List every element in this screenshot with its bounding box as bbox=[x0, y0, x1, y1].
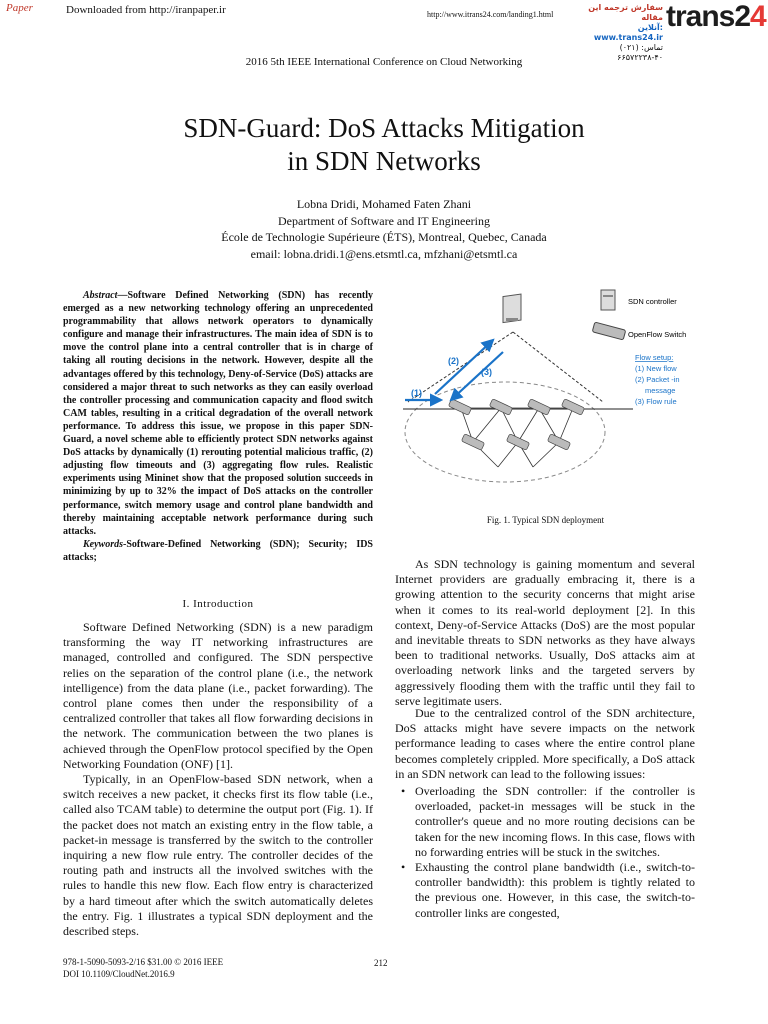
conference-name: 2016 5th IEEE International Conference on Cloud Networking bbox=[245, 56, 523, 68]
switch-icon bbox=[547, 434, 570, 451]
author-school: École de Technologie Supérieure (ÉTS), Montreal, Quebec, Canada bbox=[221, 230, 547, 244]
abstract-label: Abstract bbox=[83, 290, 118, 301]
title-line-1: SDN-Guard: DoS Attacks Mitigation bbox=[183, 113, 585, 143]
author-block bbox=[0, 196, 768, 262]
iranpaper-download-text[interactable]: Downloaded from http://iranpaper.ir bbox=[66, 4, 226, 16]
keywords-text: -Software-Defined Networking (SDN); Security; IDS attacks; bbox=[63, 538, 373, 563]
abstract-text: —Software Defined Networking (SDN) has recently emerged as a new networking technology offering an unprecedented programmability that allows network operators to dynamically configure and manage their infrastructures. The main idea of SDN is to move the control plane into a central controller that is in charge of taking all routing decisions in the network. However, despite all the advantages offered by this technology, Deny-of-Service (DoS) attacks are considered a major threat to such networks as they can easily overload the controller processing and communication capacity and flood switch CAM tables, resulting in a critical degradation of the overall network performance. To address this issue, we propose in this paper SDN-Guard, a novel scheme able to efficiently protect SDN networks against DoS attacks by dynamically (1) rerouting potential malicious traffic, (2) adjusting flow timeouts and (3) aggregating flow rules. Realistic experiments using Mininet show that the proposed solution succeeds in minimizing by up to 32% the impact of DoS attacks on the controller performance, switch memory usage and control plane bandwidth and thereby maintaining acceptable network performance during such attacks. bbox=[63, 290, 373, 537]
intro-paragraph-1: Software Defined Networking (SDN) is a new paradigm transforming the way IT networking infrastructures are managed, controlled and configured. The SDN perspective relies on the separation of the control plane (i.e., the network intelligence) from the data plane (i.e., packet forwarding). The control plane comes then under the responsibility of a centralized controller that takes all flow forwarding decisions in the network. The communication between the two planes is achieved through the OpenFlow protocol specified by the Open Networking Foundation (ONF) [1]. bbox=[63, 620, 373, 771]
page-number: 212 bbox=[374, 958, 388, 968]
legend-switch-icon bbox=[592, 322, 625, 340]
issues-list bbox=[395, 784, 695, 921]
figure-diagram bbox=[393, 282, 698, 492]
label-step-1: (1) bbox=[411, 388, 422, 398]
trans24-info bbox=[573, 3, 663, 63]
flow-step-2b: message bbox=[645, 386, 676, 395]
flow-step-3: (3) Flow rule bbox=[635, 397, 677, 406]
label-step-2: (2) bbox=[448, 356, 459, 366]
label-step-3: (3) bbox=[481, 367, 492, 377]
trans24-order[interactable]: سفارش ترجمه این مقاله bbox=[588, 3, 663, 22]
footer-doi: DOI 10.1109/CloudNet.2016.9 bbox=[63, 969, 175, 979]
trans24-online[interactable]: آنلاین: www.trans24.ir bbox=[593, 23, 663, 42]
switch-icon bbox=[489, 399, 512, 416]
title-line-2: in SDN Networks bbox=[287, 146, 481, 176]
switch-icon bbox=[561, 399, 584, 416]
iranpaper-logo: Paper bbox=[6, 2, 33, 14]
switch-icon bbox=[461, 434, 484, 451]
trans24-url[interactable]: http://www.itrans24.com/landing1.html bbox=[427, 10, 554, 19]
list-item: • Exhausting the control plane bandwidth (i.e., switch-to-controller bandwidth): this problem is tightly related to the previous one. However, in this case, the switch-to-controller links are congested, bbox=[401, 860, 695, 920]
list-item: • Overloading the SDN controller: if the controller is overloaded, packet-in messages will be stuck in the controller's queue and no more routing decisions can be taken for the new incoming flows. In this case, flows with no forwarding entries will be stuck in the switches. bbox=[401, 784, 695, 859]
legend-controller: SDN controller bbox=[628, 297, 677, 306]
section-heading: I. Introduction bbox=[182, 598, 254, 610]
author-dept: Department of Software and IT Engineering bbox=[277, 213, 491, 228]
network-boundary bbox=[405, 382, 605, 482]
switch-icon bbox=[448, 399, 471, 416]
keywords-label: Keywords bbox=[83, 538, 123, 550]
legend-controller-icon bbox=[601, 290, 615, 310]
paper-title bbox=[0, 112, 768, 178]
trans24-logo[interactable]: trans24 bbox=[666, 0, 766, 33]
legend-switch: OpenFlow Switch bbox=[628, 330, 687, 339]
flow-step-2: (2) Packet -in bbox=[635, 375, 680, 384]
author-email: email: lobna.dridi.1@ens.etsmtl.ca, mfzhani@etsmtl.ca bbox=[250, 246, 518, 261]
footer-identifiers bbox=[63, 956, 223, 980]
controller-icon bbox=[503, 294, 521, 323]
figure-sdn-deployment bbox=[393, 282, 698, 492]
intro-paragraph-2: Typically, in an OpenFlow-based SDN network, when a switch receives a new packet, it checks first its flow table (i.e., called also TCAM table) to determine the output port (Fig. 1). If the packet does not match an existing entry in the flow table, a packet-in message is transferred by the switch to the controller inquiring a new flow rule entry. The controller decides of the routing path and instructs all the involved switches with the rules to handle this new flow. Each flow entry is characterized by a hard timeout after which the switch automatically deletes the entry. Fig. 1 illustrates a typical SDN deployment and the described steps. bbox=[63, 772, 373, 939]
intro-paragraph-4: Due to the centralized control of the SDN architecture, DoS attacks might have severe impacts on the network performance leading to cases where the entire control plane becomes completely crippled. More specifically, a DoS attack in an SDN network can lead to the following issues: bbox=[395, 706, 695, 781]
trans24-phone: تماس: (۰۲۱) ۴۰-۶۶۵۷۲۲۳۸ bbox=[617, 43, 663, 62]
footer-isbn: 978-1-5090-5093-2/16 $31.00 © 2016 IEEE bbox=[63, 957, 224, 967]
author-names: Lobna Dridi, Mohamed Faten Zhani bbox=[296, 197, 472, 211]
switch-icon bbox=[506, 434, 529, 451]
flow-step-1: (1) New flow bbox=[635, 364, 677, 373]
figure-caption: Fig. 1. Typical SDN deployment bbox=[486, 515, 605, 525]
abstract bbox=[63, 289, 373, 564]
flow-setup-title: Flow setup: bbox=[635, 353, 674, 362]
switch-icon bbox=[527, 399, 550, 416]
intro-paragraph-3: As SDN technology is gaining momentum and several Internet providers are gradually embracing it, there is a growing attention to the security concerns that might arise when it comes to its real-world deployment [2]. In this context, Deny-of-Service Attacks (DoS) are the most popular and inevitable threats to SDN networks as they have always been to traditional networks. Usually, DoS attacks aim at overloading network links and the targeted servers by aggressively flooding them with the traffic until they fail to serve legitimate users. bbox=[395, 557, 695, 708]
